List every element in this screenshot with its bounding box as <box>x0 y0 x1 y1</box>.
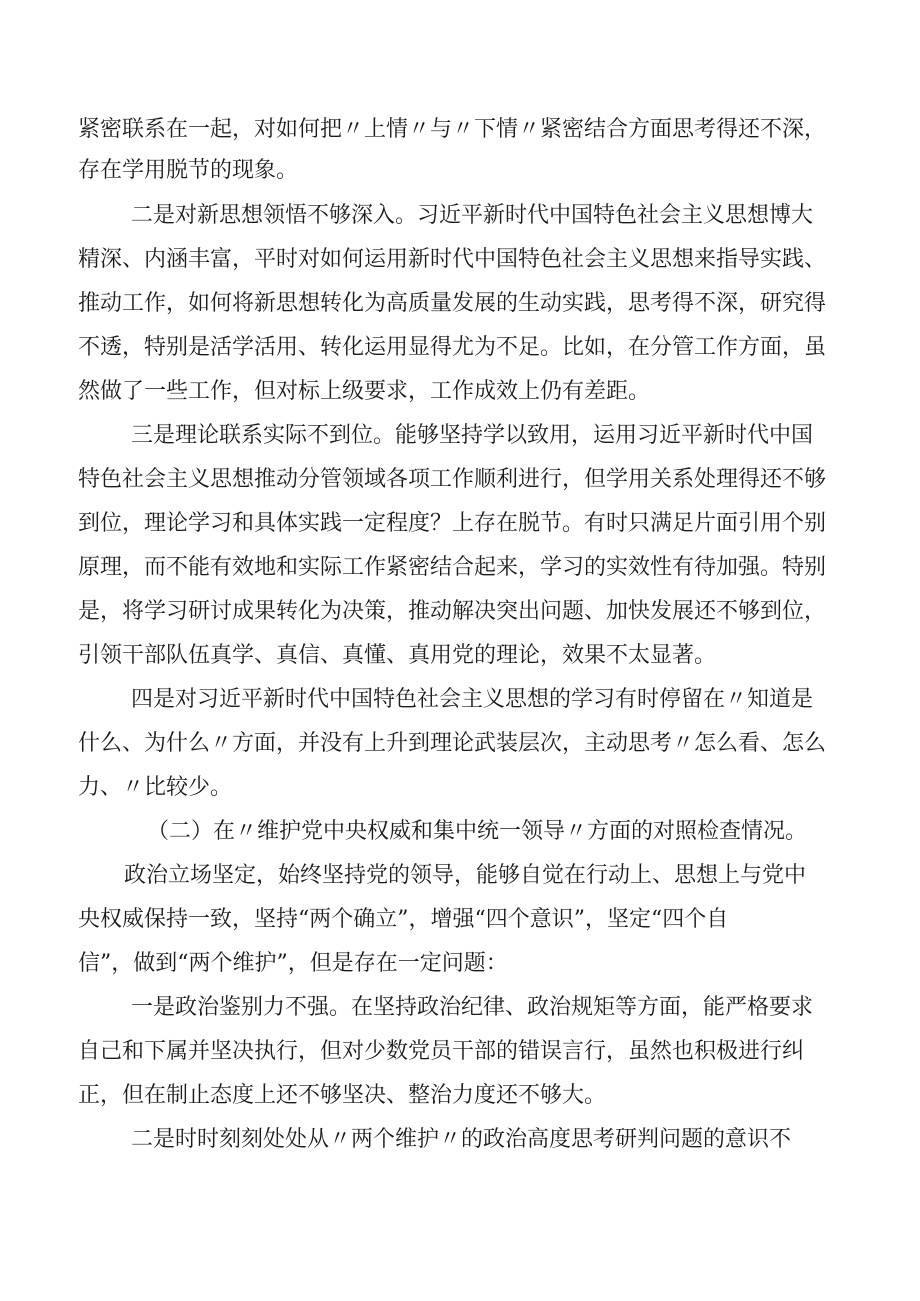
text-line: 力、〃比较少。 <box>78 775 233 800</box>
text-line: 四是对习近平新时代中国特色社会主义思想的学习有时停留在〃知道是 <box>131 687 814 712</box>
text-line: 引领干部队伍真学、真信、真懂、真用党的理论，效果不太显著。 <box>78 643 717 668</box>
text-line: 然做了一些工作，但对标上级要求，工作成效上仍有差距。 <box>78 379 651 404</box>
text-line: 三是理论联系实际不到位。能够坚持学以致用，运用习近平新时代中国 <box>131 423 814 448</box>
text-line: 自己和下属并坚决执行，但对少数党员干部的错误言行，虽然也积极进行纠 <box>78 1039 805 1064</box>
text-line: 一是政治鉴别力不强。在坚持政治纪律、政治规矩等方面，能严格要求 <box>131 995 814 1020</box>
text-line: 推动工作，如何将新思想转化为高质量发展的生动实践，思考得不深，研究得 <box>78 291 827 316</box>
text-line: 到位，理论学习和具体实践一定程度？上存在脱节。有时只满足片面引用个别 <box>78 511 827 536</box>
text-line: 原理，而不能有效地和实际工作紧密结合起来，学习的实效性有待加强。特别 <box>78 555 827 580</box>
text-line: 政治立场坚定，始终坚持党的领导，能够自觉在行动上、思想上与党中 <box>124 863 807 888</box>
text-line: 正，但在制止态度上还不够坚决、整治力度还不够大。 <box>78 1083 607 1108</box>
text-line: 特色社会主义思想推动分管领域各项工作顺利进行，但学用关系处理得还不够 <box>78 467 827 492</box>
text-line: 不透，特别是活学活用、转化运用显得尤为不足。比如，在分管工作方面，虽 <box>78 335 827 360</box>
text-line: 紧密联系在一起，对如何把〃上情〃与〃下情〃紧密结合方面思考得还不深， <box>78 117 827 142</box>
section-heading: （二）在〃维护党中央权威和集中统一领导〃方面的对照检查情况。 <box>147 819 808 844</box>
text-line: 什么、为什么〃方面，并没有上升到理论武装层次，主动思考〃怎么看、怎么 <box>78 731 827 756</box>
text-line: 精深、内涵丰富，平时对如何运用新时代中国特色社会主义思想来指导实践、 <box>78 247 827 272</box>
text-line: 信”，做到“两个维护”，但是存在一定问题： <box>78 951 508 976</box>
text-line: 存在学用脱节的现象。 <box>78 158 299 183</box>
text-line: 二是对新思想领悟不够深入。习近平新时代中国特色社会主义思想博大 <box>131 203 814 228</box>
text-line: 二是时时刻刻处处从〃两个维护〃的政治高度思考研判问题的意识不 <box>131 1127 792 1152</box>
text-line: 央权威保持一致，坚持“两个确立”，增强“四个意识”，坚定“四个自 <box>78 907 729 932</box>
text-line: 是，将学习研讨成果转化为决策，推动解决突出问题、加快发展还不够到位， <box>78 599 827 624</box>
